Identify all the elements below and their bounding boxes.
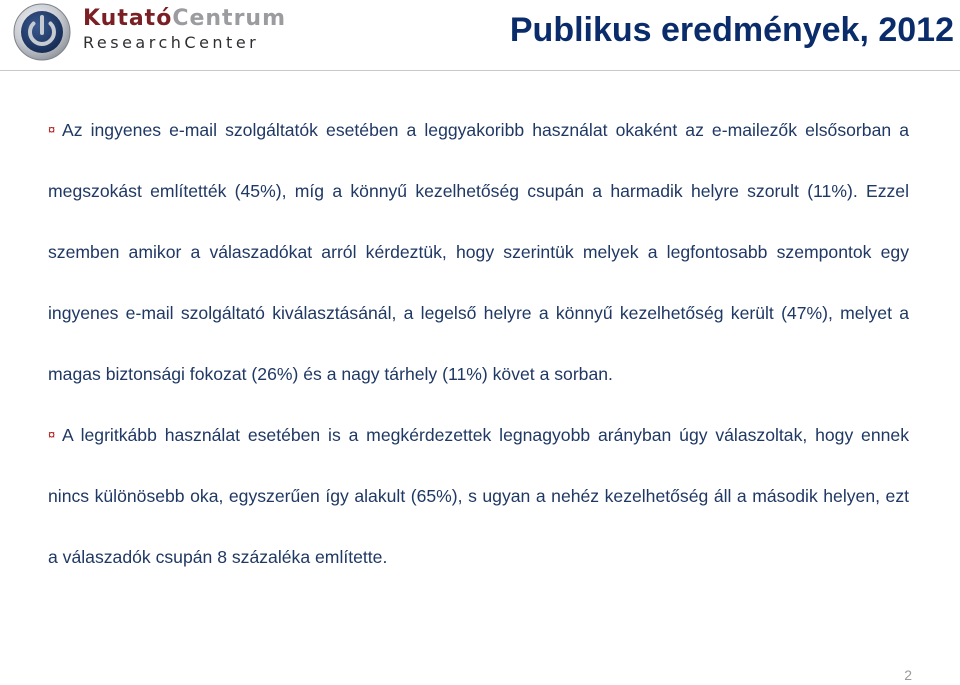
logo-name [83, 6, 286, 32]
power-button-icon [10, 2, 74, 62]
bullet-icon: ¤ [48, 427, 56, 442]
logo [10, 2, 290, 62]
slide-content [48, 100, 909, 588]
logo-subtitle: ResearchCenter [83, 33, 260, 52]
logo-name-part2: Centrum [172, 6, 287, 31]
paragraph-1 [48, 100, 909, 405]
header [0, 0, 960, 80]
page-number: 2 [904, 667, 912, 683]
paragraph-2-text: A legritkább használat esetében is a megkérdezettek legnagyobb arányban úgy válaszoltak, hogy ennek nincs különösebb oka, egyszerűen így alakult (65%), s ugyan a nehéz kezelhetőség áll a második helyen, ezt a válaszadók csupán 8 százaléka említette. [48, 425, 909, 567]
paragraph-1-text: Az ingyenes e-mail szolgáltatók esetében a leggyakoribb használat okaként az e-mailezők elsősorban a megszokást említették (45%), míg a könnyű kezelhetőség csupán a harmadik helyre szorult (11%). Ezzel szemben amikor a válaszadókat arról kérdeztük, hogy szerintük melyek a legfontosabb szempontok egy ingyenes e-mail szolgáltató kiválasztásánál, a legelső helyre a könnyű kezelhetőség került (47%), melyet a magas biztonsági fokozat (26%) és a nagy tárhely (11%) követ a sorban. [48, 120, 909, 384]
bullet-icon: ¤ [48, 122, 56, 137]
paragraph-2 [48, 405, 909, 588]
page-title: Publikus eredmények, 2012 [509, 11, 954, 49]
logo-name-part1: Kutató [83, 6, 173, 31]
header-divider [0, 70, 960, 71]
